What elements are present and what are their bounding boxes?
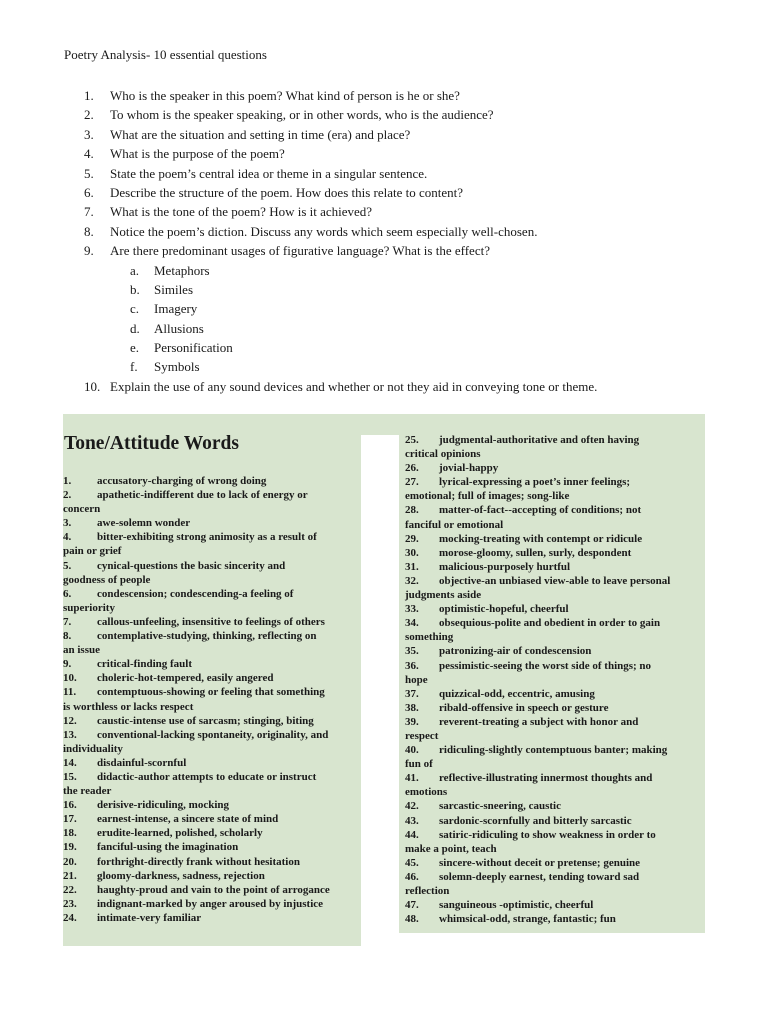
tone-word-text: matter-of-fact--accepting of conditions; not bbox=[439, 504, 642, 517]
device-text: Allusions bbox=[154, 320, 204, 336]
tone-word-text: apathetic-indifferent due to lack of energy or bbox=[97, 489, 308, 502]
question-number: 10. bbox=[84, 378, 101, 394]
tone-word-number: 34. bbox=[405, 617, 419, 630]
question-text: What are the situation and setting in time (era) and place? bbox=[110, 126, 411, 142]
tone-word-item bbox=[63, 629, 358, 657]
tone-word-number: 41. bbox=[405, 772, 419, 785]
question-item bbox=[64, 105, 724, 124]
tone-word-number: 35. bbox=[405, 645, 419, 658]
question-item bbox=[64, 202, 724, 221]
device-letter: d. bbox=[130, 320, 140, 336]
tone-word-text: solemn-deeply earnest, tending toward sad bbox=[439, 870, 640, 883]
tone-word-item bbox=[63, 474, 358, 488]
tone-word-text: satiric-ridiculing to show weakness in order to bbox=[439, 828, 656, 841]
tone-word-text: sincere-without deceit or pretense; genuine bbox=[439, 856, 641, 869]
tone-word-continuation: judgments aside bbox=[405, 589, 482, 602]
question-number: 1. bbox=[84, 88, 94, 103]
tone-word-item bbox=[63, 770, 358, 798]
tone-word-text: contemplative-studying, thinking, reflecting on bbox=[97, 630, 317, 643]
tone-word-item bbox=[63, 826, 358, 840]
tone-word-text: obsequious-polite and obedient in order to gain bbox=[439, 617, 661, 630]
tone-word-text: pessimistic-seeing the worst side of things; no bbox=[439, 659, 652, 672]
question-item bbox=[64, 164, 724, 183]
tone-word-number: 42. bbox=[405, 800, 419, 813]
tone-word-continuation: individuality bbox=[63, 742, 123, 755]
question-number: 3. bbox=[84, 126, 94, 142]
question-item bbox=[64, 125, 724, 144]
tone-word-number: 8. bbox=[63, 630, 72, 643]
tone-word-text: accusatory-charging of wrong doing bbox=[97, 475, 267, 487]
tone-word-text: bitter-exhibiting strong animosity as a result of bbox=[97, 531, 317, 544]
device-text: Symbols bbox=[154, 359, 200, 375]
device-text: Personification bbox=[154, 340, 233, 356]
question-number: 9. bbox=[84, 243, 94, 259]
question-item bbox=[64, 377, 724, 396]
tone-word-item bbox=[405, 771, 705, 799]
tone-word-number: 47. bbox=[405, 899, 419, 912]
tone-word-item bbox=[405, 856, 705, 870]
tone-word-item bbox=[63, 812, 358, 826]
tone-word-number: 27. bbox=[405, 476, 419, 489]
tone-word-number: 1. bbox=[63, 475, 72, 487]
tone-word-number: 40. bbox=[405, 744, 419, 757]
device-letter: c. bbox=[130, 301, 140, 317]
tone-word-number: 37. bbox=[405, 687, 419, 700]
tone-word-item bbox=[405, 546, 705, 560]
tone-words-column-1 bbox=[63, 474, 358, 925]
tone-word-continuation: fun of bbox=[405, 758, 433, 771]
device-item bbox=[64, 338, 724, 357]
tone-word-item bbox=[405, 574, 705, 602]
question-item bbox=[64, 144, 724, 163]
tone-word-number: 5. bbox=[63, 559, 72, 572]
device-item bbox=[64, 299, 724, 318]
tone-word-item bbox=[63, 897, 358, 911]
tone-word-number: 45. bbox=[405, 856, 419, 869]
tone-word-number: 36. bbox=[405, 659, 419, 672]
tone-word-text: whimsical-odd, strange, fantastic; fun bbox=[439, 913, 616, 926]
device-letter: a. bbox=[130, 262, 140, 278]
tone-word-item bbox=[405, 870, 705, 898]
device-letter: f. bbox=[130, 359, 138, 375]
tone-word-number: 6. bbox=[63, 587, 72, 600]
tone-word-number: 17. bbox=[63, 813, 77, 826]
question-text: To whom is the speaker speaking, or in other words, who is the audience? bbox=[110, 107, 494, 123]
tone-word-continuation: fanciful or emotional bbox=[405, 518, 504, 531]
tone-word-number: 30. bbox=[405, 546, 419, 559]
tone-word-text: quizzical-odd, eccentric, amusing bbox=[439, 687, 595, 700]
tone-word-item bbox=[405, 715, 705, 743]
device-letter: e. bbox=[130, 340, 140, 356]
device-item bbox=[64, 280, 724, 299]
tone-word-item bbox=[63, 911, 358, 925]
tone-word-text: sardonic-scornfully and bitterly sarcastic bbox=[439, 814, 632, 827]
tone-word-item bbox=[63, 516, 358, 530]
tone-word-text: morose-gloomy, sullen, surly, despondent bbox=[439, 546, 632, 559]
question-number: 8. bbox=[84, 223, 94, 239]
tone-word-item bbox=[405, 461, 705, 475]
tone-word-number: 24. bbox=[63, 911, 77, 924]
tone-word-number: 23. bbox=[63, 897, 77, 910]
tone-word-item bbox=[405, 532, 705, 546]
tone-word-text: ribald-offensive in speech or gesture bbox=[439, 701, 609, 714]
tone-word-number: 15. bbox=[63, 770, 77, 783]
tone-word-number: 9. bbox=[63, 658, 72, 671]
tone-word-text: contemptuous-showing or feeling that something bbox=[97, 686, 325, 699]
tone-word-continuation: emotions bbox=[405, 786, 448, 799]
tone-word-text: gloomy-darkness, sadness, rejection bbox=[97, 869, 265, 882]
tone-word-item bbox=[63, 798, 358, 812]
tone-word-text: objective-an unbiased view-able to leave personal bbox=[439, 574, 671, 587]
tone-word-number: 16. bbox=[63, 799, 77, 812]
tone-word-item bbox=[63, 883, 358, 897]
question-text: Notice the poem’s diction. Discuss any words which seem especially well-chosen. bbox=[110, 223, 538, 239]
tone-word-text: intimate-very familiar bbox=[97, 911, 202, 924]
tone-word-number: 3. bbox=[63, 517, 72, 530]
tone-word-text: callous-unfeeling, insensitive to feelings of others bbox=[97, 615, 325, 628]
tone-word-item bbox=[405, 475, 705, 503]
tone-word-text: lyrical-expressing a poet’s inner feelings; bbox=[439, 476, 631, 489]
tone-word-continuation: reflection bbox=[405, 885, 450, 897]
question-text: What is the tone of the poem? How is it achieved? bbox=[110, 204, 373, 220]
tone-word-item bbox=[405, 701, 705, 715]
tone-word-continuation: make a point, teach bbox=[405, 842, 497, 855]
tone-word-item bbox=[63, 488, 358, 516]
tone-word-number: 46. bbox=[405, 870, 419, 883]
device-text: Similes bbox=[154, 281, 194, 297]
tone-word-text: malicious-purposely hurtful bbox=[439, 560, 571, 573]
questions-list bbox=[64, 86, 724, 396]
tone-word-item bbox=[405, 814, 705, 828]
tone-word-item bbox=[405, 898, 705, 912]
tone-word-number: 21. bbox=[63, 869, 77, 882]
tone-word-number: 7. bbox=[63, 615, 72, 628]
tone-word-item bbox=[63, 869, 358, 883]
tone-word-text: reflective-illustrating innermost thoughts and bbox=[439, 772, 653, 785]
question-item bbox=[64, 222, 724, 241]
tone-word-continuation: the reader bbox=[63, 785, 112, 798]
tone-word-continuation: goodness of people bbox=[63, 573, 151, 586]
tone-word-item bbox=[405, 828, 705, 856]
tone-word-number: 14. bbox=[63, 756, 77, 769]
tone-word-number: 44. bbox=[405, 828, 419, 841]
tone-word-number: 31. bbox=[405, 560, 419, 573]
tone-word-number: 18. bbox=[63, 827, 77, 840]
tone-word-number: 25. bbox=[405, 434, 419, 446]
tone-word-item bbox=[405, 644, 705, 658]
tone-word-text: awe-solemn wonder bbox=[97, 517, 191, 530]
tone-word-item bbox=[63, 685, 358, 713]
tone-word-text: choleric-hot-tempered, easily angered bbox=[97, 672, 274, 685]
tone-word-continuation: emotional; full of images; song-like bbox=[405, 490, 570, 503]
tone-word-continuation: critical opinions bbox=[405, 448, 481, 461]
tone-word-text: caustic-intense use of sarcasm; stinging, biting bbox=[97, 714, 314, 727]
tone-word-item bbox=[405, 616, 705, 644]
tone-word-number: 11. bbox=[63, 686, 77, 699]
tone-word-text: patronizing-air of condescension bbox=[439, 645, 592, 658]
device-item bbox=[64, 319, 724, 338]
tone-word-text: critical-finding fault bbox=[97, 658, 193, 671]
tone-word-text: reverent-treating a subject with honor and bbox=[439, 715, 639, 728]
tone-word-text: derisive-ridiculing, mocking bbox=[97, 799, 229, 812]
tone-word-continuation: pain or grief bbox=[63, 545, 122, 558]
device-item bbox=[64, 357, 724, 376]
tone-word-item bbox=[63, 587, 358, 615]
question-item bbox=[64, 183, 724, 202]
tone-word-continuation: is worthless or lacks respect bbox=[63, 700, 194, 713]
tone-word-number: 10. bbox=[63, 672, 77, 685]
tone-word-continuation: something bbox=[405, 631, 454, 644]
tone-word-item bbox=[405, 687, 705, 701]
tone-word-number: 38. bbox=[405, 701, 419, 714]
question-text: What is the purpose of the poem? bbox=[110, 146, 285, 162]
tone-word-item bbox=[63, 840, 358, 854]
question-item bbox=[64, 86, 724, 105]
tone-word-continuation: concern bbox=[63, 503, 101, 516]
tone-word-item bbox=[405, 433, 705, 461]
tone-word-text: judgmental-authoritative and often having bbox=[439, 434, 640, 446]
tone-word-text: optimistic-hopeful, cheerful bbox=[439, 603, 569, 616]
tone-word-number: 12. bbox=[63, 714, 77, 727]
tone-panel-top bbox=[63, 414, 705, 435]
tone-word-item bbox=[405, 602, 705, 616]
tone-word-continuation: hope bbox=[405, 673, 428, 686]
tone-word-item bbox=[63, 855, 358, 869]
tone-word-continuation: superiority bbox=[63, 601, 115, 614]
tone-word-text: earnest-intense, a sincere state of mind bbox=[97, 813, 279, 826]
tone-word-item bbox=[63, 671, 358, 685]
tone-word-item bbox=[405, 503, 705, 531]
tone-word-text: ridiculing-slightly contemptuous banter; making bbox=[439, 744, 668, 757]
tone-word-item bbox=[405, 912, 705, 926]
tone-word-text: sanguineous -optimistic, cheerful bbox=[439, 899, 594, 912]
question-text: Who is the speaker in this poem? What kind of person is he or she? bbox=[110, 88, 460, 103]
tone-word-number: 39. bbox=[405, 715, 419, 728]
tone-word-number: 43. bbox=[405, 814, 419, 827]
tone-word-text: erudite-learned, polished, scholarly bbox=[97, 827, 263, 840]
tone-words-column-2 bbox=[405, 433, 705, 926]
tone-word-item bbox=[63, 728, 358, 756]
tone-word-number: 28. bbox=[405, 504, 419, 517]
tone-word-text: cynical-questions the basic sincerity and bbox=[97, 559, 286, 572]
tone-word-number: 19. bbox=[63, 841, 77, 854]
tone-word-text: fanciful-using the imagination bbox=[97, 841, 239, 854]
device-text: Metaphors bbox=[154, 262, 210, 278]
tone-word-item bbox=[63, 756, 358, 770]
question-number: 2. bbox=[84, 107, 94, 123]
tone-word-number: 33. bbox=[405, 603, 419, 616]
tone-word-item bbox=[63, 530, 358, 558]
question-number: 4. bbox=[84, 146, 94, 162]
tone-word-item bbox=[63, 559, 358, 587]
tone-word-text: mocking-treating with contempt or ridicule bbox=[439, 532, 643, 545]
tone-word-item bbox=[405, 659, 705, 687]
tone-word-item bbox=[405, 560, 705, 574]
tone-word-text: sarcastic-sneering, caustic bbox=[439, 800, 561, 813]
tone-word-text: conventional-lacking spontaneity, originality, and bbox=[97, 728, 329, 741]
tone-word-number: 2. bbox=[63, 489, 72, 502]
tone-word-text: haughty-proud and vain to the point of arrogance bbox=[97, 883, 330, 896]
tone-word-text: disdainful-scornful bbox=[97, 756, 187, 769]
tone-word-item bbox=[405, 799, 705, 813]
tone-word-item bbox=[63, 714, 358, 728]
tone-word-number: 29. bbox=[405, 532, 419, 545]
tone-word-number: 13. bbox=[63, 728, 77, 741]
question-text: State the poem’s central idea or theme in a singular sentence. bbox=[110, 165, 428, 181]
tone-word-number: 32. bbox=[405, 574, 419, 587]
tone-word-text: didactic-author attempts to educate or instruct bbox=[97, 770, 317, 783]
tone-word-item bbox=[63, 657, 358, 671]
tone-heading: Tone/Attitude Words bbox=[64, 433, 239, 454]
tone-word-text: condescension; condescending-a feeling of bbox=[97, 587, 294, 600]
tone-word-item bbox=[63, 615, 358, 629]
tone-word-text: forthright-directly frank without hesitation bbox=[97, 855, 300, 868]
tone-word-continuation: respect bbox=[405, 729, 439, 742]
tone-word-item bbox=[405, 743, 705, 771]
tone-word-continuation: an issue bbox=[63, 644, 100, 657]
tone-word-number: 20. bbox=[63, 855, 77, 868]
question-text: Are there predominant usages of figurative language? What is the effect? bbox=[110, 243, 490, 259]
tone-word-number: 48. bbox=[405, 913, 419, 926]
page-title: Poetry Analysis- 10 essential questions bbox=[64, 47, 267, 62]
tone-word-number: 4. bbox=[63, 531, 72, 544]
question-text: Describe the structure of the poem. How does this relate to content? bbox=[110, 184, 464, 200]
question-number: 7. bbox=[84, 204, 94, 220]
device-item bbox=[64, 261, 724, 280]
tone-word-text: indignant-marked by anger aroused by injustice bbox=[97, 897, 324, 910]
tone-word-number: 26. bbox=[405, 462, 419, 475]
tone-word-text: jovial-happy bbox=[439, 462, 499, 475]
question-number: 6. bbox=[84, 184, 94, 200]
question-item bbox=[64, 241, 724, 260]
question-text: Explain the use of any sound devices and whether or not they aid in conveying tone or theme. bbox=[110, 378, 598, 394]
device-text: Imagery bbox=[154, 301, 198, 317]
tone-word-number: 22. bbox=[63, 883, 77, 896]
device-letter: b. bbox=[130, 281, 140, 297]
question-number: 5. bbox=[84, 165, 94, 181]
